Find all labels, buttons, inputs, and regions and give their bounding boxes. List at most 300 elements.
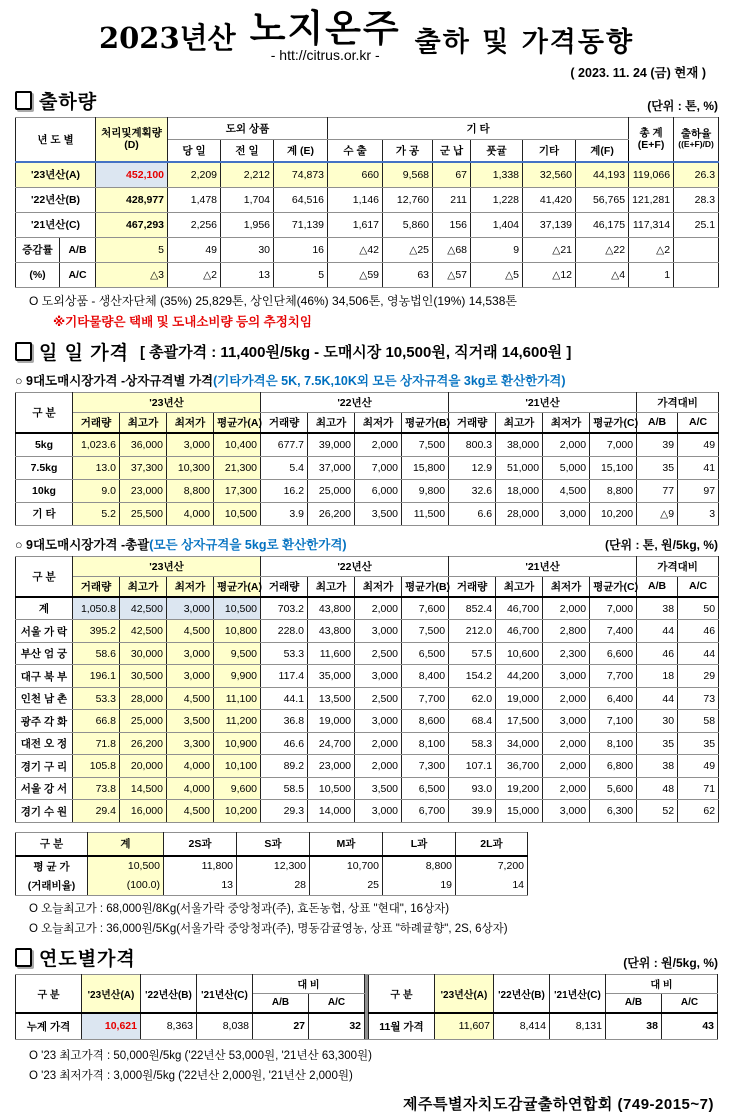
col-high: 최고가 xyxy=(308,576,355,597)
cell: 38 xyxy=(637,597,678,620)
cell: 6,500 xyxy=(402,777,449,800)
col-volume: 거래량 xyxy=(261,576,308,597)
cell: 10,500 xyxy=(88,856,164,876)
table-row xyxy=(16,162,719,188)
table-row xyxy=(16,433,719,457)
cell: 7,500 xyxy=(402,433,449,457)
cell: 1,050.8 xyxy=(73,597,120,620)
cell: 17,500 xyxy=(496,710,543,733)
cell: 2,300 xyxy=(543,642,590,665)
cell: 63 xyxy=(383,262,433,287)
row-label: 광주 각 화 xyxy=(16,710,73,733)
cell: 10,500 xyxy=(308,777,355,800)
cell: 8,038 xyxy=(197,1013,253,1040)
cell: 467,293 xyxy=(96,212,168,237)
row-group-label: (%) xyxy=(16,262,60,287)
cell: 43 xyxy=(661,1013,717,1040)
row-label: (거래비율) xyxy=(16,876,88,896)
col-m: M과 xyxy=(310,832,383,856)
cell: 37,139 xyxy=(523,212,576,237)
cell: 2,209 xyxy=(168,162,221,188)
cell: 46,700 xyxy=(496,597,543,620)
cell: 13.0 xyxy=(73,456,120,479)
cell: 44,193 xyxy=(576,162,629,188)
cell: 9,568 xyxy=(383,162,433,188)
colgroup-2021: '21년산 xyxy=(449,392,637,412)
colgroup-compare: 가격대비 xyxy=(637,392,719,412)
cell: 11,600 xyxy=(308,642,355,665)
daily-note: O 오늘최고가 : 68,000원/8Kg(서울가락 중앙청과(주), 효돈농협, 상표 "현대", 16상자) xyxy=(29,902,450,915)
cell: 4,000 xyxy=(167,502,214,525)
col-ab: A/B xyxy=(637,412,678,433)
row-label: '21년산(C) xyxy=(16,212,96,237)
section-yearly-header xyxy=(15,944,718,971)
cell: 6,300 xyxy=(590,800,637,823)
cell: 6,700 xyxy=(402,800,449,823)
col-rate-line1: 출하율 xyxy=(680,128,712,141)
cell: 19,200 xyxy=(496,777,543,800)
cell: 2,212 xyxy=(221,162,274,188)
cell: 9,900 xyxy=(214,665,261,688)
cell: 2,000 xyxy=(355,732,402,755)
cell: 97 xyxy=(678,479,719,502)
cell: 677.7 xyxy=(261,433,308,457)
cell: 20,000 xyxy=(120,755,167,778)
cell: 1,704 xyxy=(221,187,274,212)
cell: 28,000 xyxy=(120,687,167,710)
table-row xyxy=(16,187,719,212)
cell: 7,000 xyxy=(355,456,402,479)
col-plan-line1: 처리및계획량 xyxy=(101,127,162,140)
cell: 2,000 xyxy=(543,777,590,800)
table-row xyxy=(16,597,719,620)
cell: 3,000 xyxy=(543,710,590,733)
cell: 3,500 xyxy=(167,710,214,733)
cell: 10,700 xyxy=(310,856,383,876)
yearly-tables xyxy=(15,974,718,1040)
cell xyxy=(674,237,719,262)
section-shipment-header xyxy=(15,87,718,114)
cell: 13,500 xyxy=(308,687,355,710)
cell: 9,800 xyxy=(402,479,449,502)
footer-note: O '23 최고가격 : 50,000원/5kg ('22년산 53,000원, '21년산 63,300원) xyxy=(29,1049,372,1062)
table-row xyxy=(16,642,719,665)
daily-bybox-subtitle-row xyxy=(15,371,718,389)
cell: 13 xyxy=(221,262,274,287)
title-year: 2023년산 xyxy=(98,21,236,55)
section-daily-title: 일 일 가격 xyxy=(39,342,129,364)
cell: 3 xyxy=(678,502,719,525)
cell: 11,607 xyxy=(434,1013,493,1040)
col-high: 최고가 xyxy=(308,412,355,433)
cell: 11,100 xyxy=(214,687,261,710)
cell: 119,066 xyxy=(629,162,674,188)
cell: 10,900 xyxy=(214,732,261,755)
cell: 14 xyxy=(456,876,528,896)
col-ac: A/C xyxy=(661,993,717,1013)
cell: 77 xyxy=(637,479,678,502)
table-row xyxy=(16,1013,365,1040)
cell: 7,100 xyxy=(590,710,637,733)
cell: 3,000 xyxy=(167,665,214,688)
cell: 25,000 xyxy=(308,479,355,502)
cell: 49 xyxy=(678,755,719,778)
cell: 1,617 xyxy=(328,212,383,237)
row-label: 부산 엄 궁 xyxy=(16,642,73,665)
cell: 10,400 xyxy=(214,433,261,457)
cell: 53.3 xyxy=(261,642,308,665)
cell: 800.3 xyxy=(449,433,496,457)
cell: 107.1 xyxy=(449,755,496,778)
col-total: 계 xyxy=(88,832,164,856)
cell: 71,139 xyxy=(274,212,328,237)
cell: △42 xyxy=(328,237,383,262)
colgroup-2022: '22년산 xyxy=(261,556,449,576)
col-2022b: '22년산(B) xyxy=(141,974,197,1013)
row-label: 계 xyxy=(16,597,73,620)
cell: 41 xyxy=(678,456,719,479)
cell: △5 xyxy=(471,262,523,287)
cell: 8,800 xyxy=(383,856,456,876)
cell: 12,300 xyxy=(237,856,310,876)
cell: 6,600 xyxy=(590,642,637,665)
cell: 34,000 xyxy=(496,732,543,755)
cell: 212.0 xyxy=(449,620,496,643)
cell: 1 xyxy=(629,262,674,287)
table-row xyxy=(16,479,719,502)
cell: 46,175 xyxy=(576,212,629,237)
col-sum-e: 계 (E) xyxy=(274,139,328,162)
col-export: 수 출 xyxy=(328,139,383,162)
table-row xyxy=(16,665,719,688)
cell: 26.3 xyxy=(674,162,719,188)
cell: (100.0) xyxy=(88,876,164,896)
colgroup-compare: 대 비 xyxy=(605,974,717,993)
title-product: 노지온주 xyxy=(249,8,401,49)
daily-note: O 오늘최고가 : 36,000원/5Kg(서울가락 중앙청과(주), 명동감귤영농, 상표 "하례귤향", 2S, 6상자) xyxy=(29,922,508,935)
cell: △59 xyxy=(328,262,383,287)
daily-overall-subtitle-row xyxy=(15,535,718,553)
cell: 13 xyxy=(164,876,237,896)
cell: 1,146 xyxy=(328,187,383,212)
cell: 35 xyxy=(678,732,719,755)
col-avg-c: 평균가(C) xyxy=(590,412,637,433)
title-product-block xyxy=(250,10,401,63)
row-label: 평 균 가 xyxy=(16,856,88,876)
section-square-icon xyxy=(15,342,32,361)
section-shipment-title: 출하량 xyxy=(39,91,98,113)
row-label: 경기 구 리 xyxy=(16,755,73,778)
colgroup-2023: '23년산 xyxy=(73,392,261,412)
col-processing: 가 공 xyxy=(383,139,433,162)
cell: 5.4 xyxy=(261,456,308,479)
cell: 7,000 xyxy=(590,433,637,457)
col-gubun: 구 분 xyxy=(16,392,73,433)
section-square-icon xyxy=(15,948,32,967)
col-gubun: 구 분 xyxy=(368,974,434,1013)
cell: 8,800 xyxy=(167,479,214,502)
col-volume: 거래량 xyxy=(73,576,120,597)
cell: 58 xyxy=(678,710,719,733)
cell: 15,000 xyxy=(496,800,543,823)
table-row xyxy=(16,710,719,733)
cell: 211 xyxy=(433,187,471,212)
cell: 15,800 xyxy=(402,456,449,479)
cell: 117,314 xyxy=(629,212,674,237)
colgroup-etc: 기 타 xyxy=(328,117,629,139)
col-ac: A/C xyxy=(309,993,365,1013)
col-low: 최저가 xyxy=(355,412,402,433)
daily-overall-subtitle: ○ 9대도매시장가격 -총괄 xyxy=(15,537,150,552)
cell: 7,000 xyxy=(590,597,637,620)
col-rate-line2: ((E+F)/D) xyxy=(678,139,714,150)
cell: 8,400 xyxy=(402,665,449,688)
cell: 10,800 xyxy=(214,620,261,643)
cell: 35,000 xyxy=(308,665,355,688)
cell: 73.8 xyxy=(73,777,120,800)
cell: 89.2 xyxy=(261,755,308,778)
col-volume: 거래량 xyxy=(73,412,120,433)
cell: 39,000 xyxy=(308,433,355,457)
table-header-row xyxy=(16,412,719,433)
row-label: '22년산(B) xyxy=(16,187,96,212)
report-title xyxy=(15,10,718,63)
cell: 30 xyxy=(637,710,678,733)
title-suffix: 출하 및 가격동향 xyxy=(414,27,635,58)
cell: 4,500 xyxy=(167,620,214,643)
cell: 1,338 xyxy=(471,162,523,188)
cell: 428,977 xyxy=(96,187,168,212)
cell: 58.3 xyxy=(449,732,496,755)
cell: 52 xyxy=(637,800,678,823)
table-row xyxy=(16,777,719,800)
cell: 3,300 xyxy=(167,732,214,755)
cell: 38,000 xyxy=(496,433,543,457)
cell: △2 xyxy=(168,262,221,287)
cell: 43,800 xyxy=(308,620,355,643)
cell: 19,000 xyxy=(308,710,355,733)
table-row xyxy=(16,856,528,876)
cell: 660 xyxy=(328,162,383,188)
cell: 4,500 xyxy=(167,800,214,823)
cell: 41,420 xyxy=(523,187,576,212)
cell: 1,956 xyxy=(221,212,274,237)
table-header-row xyxy=(16,556,719,576)
cell: 5,000 xyxy=(543,456,590,479)
col-avg-c: 평균가(C) xyxy=(590,576,637,597)
cell: 395.2 xyxy=(73,620,120,643)
cell: 8,131 xyxy=(549,1013,605,1040)
cell: 8,414 xyxy=(493,1013,549,1040)
cell: 8,600 xyxy=(402,710,449,733)
shipment-unit-label: (단위 : 톤, %) xyxy=(647,98,718,113)
cell: 35 xyxy=(637,732,678,755)
yearly-cumulative-table xyxy=(15,974,365,1040)
cell: 5 xyxy=(96,237,168,262)
colgroup-compare: 가격대비 xyxy=(637,556,719,576)
col-2s: 2S과 xyxy=(164,832,237,856)
cell: 10,500 xyxy=(214,597,261,620)
cell: 8,100 xyxy=(590,732,637,755)
col-gubun: 구 분 xyxy=(16,974,82,1013)
col-green: 풋귤 xyxy=(471,139,523,162)
row-label: 누계 가격 xyxy=(16,1013,82,1040)
col-avg-a: 평균가(A) xyxy=(214,412,261,433)
cell: 26,200 xyxy=(120,732,167,755)
cell: △22 xyxy=(576,237,629,262)
row-label: 기 타 xyxy=(16,502,73,525)
shipment-note-red: ※기타물량은 택배 및 도내소비량 등의 추정치임 xyxy=(53,314,312,329)
cell: 6,500 xyxy=(402,642,449,665)
cell: 10,621 xyxy=(82,1013,141,1040)
cell: 228.0 xyxy=(261,620,308,643)
daily-overall-subtitle-note: (모든 상자규격을 5kg로 환산한가격) xyxy=(149,537,347,552)
row-label: 7.5kg xyxy=(16,456,73,479)
cell: 2,000 xyxy=(543,433,590,457)
col-2021c: '21년산(C) xyxy=(197,974,253,1013)
cell: 16 xyxy=(274,237,328,262)
cell: 9,500 xyxy=(214,642,261,665)
cell: 23,000 xyxy=(308,755,355,778)
colgroup-compare: 대 비 xyxy=(253,974,365,993)
col-rate xyxy=(674,117,719,162)
col-low: 최저가 xyxy=(167,412,214,433)
cell: 32,560 xyxy=(523,162,576,188)
cell: 7,700 xyxy=(402,687,449,710)
cell: 2,500 xyxy=(355,687,402,710)
cell: 29.3 xyxy=(261,800,308,823)
col-2023a: '23년산(A) xyxy=(434,974,493,1013)
cell: 38 xyxy=(637,755,678,778)
cell: 68.4 xyxy=(449,710,496,733)
cell: 9.0 xyxy=(73,479,120,502)
table-row xyxy=(368,1013,717,1040)
cell: 2,000 xyxy=(355,597,402,620)
cell: 44 xyxy=(678,642,719,665)
cell: 19,000 xyxy=(496,687,543,710)
shipment-note: O 도외상품 - 생산자단체 (35%) 25,829톤, 상인단체(46%) 34,506톤, 영농법인(19%) 14,538톤 xyxy=(29,293,517,308)
row-label: A/C xyxy=(60,262,96,287)
cell: 44,200 xyxy=(496,665,543,688)
cell: 42,500 xyxy=(120,597,167,620)
cell: 9 xyxy=(471,237,523,262)
cell: 25,500 xyxy=(120,502,167,525)
cell: 43,800 xyxy=(308,597,355,620)
cell: 46 xyxy=(678,620,719,643)
table-row xyxy=(16,755,719,778)
cell: 852.4 xyxy=(449,597,496,620)
col-high: 최고가 xyxy=(496,412,543,433)
col-today: 당 일 xyxy=(168,139,221,162)
cell: 10,500 xyxy=(214,502,261,525)
cell: 30 xyxy=(221,237,274,262)
cell: 26,200 xyxy=(308,502,355,525)
cell: 51,000 xyxy=(496,456,543,479)
row-label: 11월 가격 xyxy=(368,1013,434,1040)
daily-price-by-box-table xyxy=(15,392,719,526)
cell: 42,500 xyxy=(120,620,167,643)
cell: 3,000 xyxy=(543,502,590,525)
col-total xyxy=(629,117,674,162)
cell: 67 xyxy=(433,162,471,188)
cell: 10,200 xyxy=(214,800,261,823)
row-label: 대전 오 정 xyxy=(16,732,73,755)
cell: 50 xyxy=(678,597,719,620)
col-ac: A/C xyxy=(678,576,719,597)
cell: 7,200 xyxy=(456,856,528,876)
cell: 2,000 xyxy=(543,755,590,778)
daily-summary: [ 총괄가격 : 11,400원/5kg - 도매시장 10,500원, 직거래 14,600원 ] xyxy=(139,343,572,361)
cell xyxy=(674,262,719,287)
report-date: ( 2023. 11. 24 (금) 현재 ) xyxy=(570,65,706,80)
cell: 3,000 xyxy=(167,433,214,457)
cell: 4,000 xyxy=(167,777,214,800)
cell: 10,600 xyxy=(496,642,543,665)
colgroup-outbound: 도외 상품 xyxy=(168,117,328,139)
row-label: 10kg xyxy=(16,479,73,502)
cell: △12 xyxy=(523,262,576,287)
daily-price-overall-table xyxy=(15,556,719,823)
table-header-row xyxy=(16,117,719,139)
row-label: 경기 수 원 xyxy=(16,800,73,823)
cell: 32 xyxy=(309,1013,365,1040)
table-row xyxy=(16,212,719,237)
cell: 16.2 xyxy=(261,479,308,502)
cell: 49 xyxy=(168,237,221,262)
cell: 23,000 xyxy=(120,479,167,502)
cell: 19 xyxy=(383,876,456,896)
cell: 105.8 xyxy=(73,755,120,778)
cell: 121,281 xyxy=(629,187,674,212)
cell: 37,000 xyxy=(308,456,355,479)
cell: 93.0 xyxy=(449,777,496,800)
cell: 58.5 xyxy=(261,777,308,800)
cell: 58.6 xyxy=(73,642,120,665)
col-l: L과 xyxy=(383,832,456,856)
cell: 5.2 xyxy=(73,502,120,525)
cell: 4,500 xyxy=(167,687,214,710)
cell: 4,000 xyxy=(167,755,214,778)
cell: 36,700 xyxy=(496,755,543,778)
row-label: 대구 북 부 xyxy=(16,665,73,688)
cell: 46,700 xyxy=(496,620,543,643)
cell: 62 xyxy=(678,800,719,823)
yearly-november-table xyxy=(368,974,718,1040)
cell: 29 xyxy=(678,665,719,688)
cell: 46.6 xyxy=(261,732,308,755)
cell: 36.8 xyxy=(261,710,308,733)
table-row xyxy=(16,732,719,755)
col-avg-a: 평균가(A) xyxy=(214,576,261,597)
colgroup-2022: '22년산 xyxy=(261,392,449,412)
row-label: '23년산(A) xyxy=(16,162,96,188)
cell: 17,300 xyxy=(214,479,261,502)
cell: △9 xyxy=(637,502,678,525)
cell: 49 xyxy=(678,433,719,457)
table-row xyxy=(16,237,719,262)
organization-name: 제주특별자치도감귤출하연합회 (749-2015~7) xyxy=(402,1095,714,1113)
cell: 5,600 xyxy=(590,777,637,800)
cell: 14,000 xyxy=(308,800,355,823)
cell: 28,000 xyxy=(496,502,543,525)
cell: 2,000 xyxy=(355,433,402,457)
cell: △57 xyxy=(433,262,471,287)
cell: 8,363 xyxy=(141,1013,197,1040)
col-low: 최저가 xyxy=(355,576,402,597)
col-s: S과 xyxy=(237,832,310,856)
cell: 48 xyxy=(637,777,678,800)
cell: 18,000 xyxy=(496,479,543,502)
